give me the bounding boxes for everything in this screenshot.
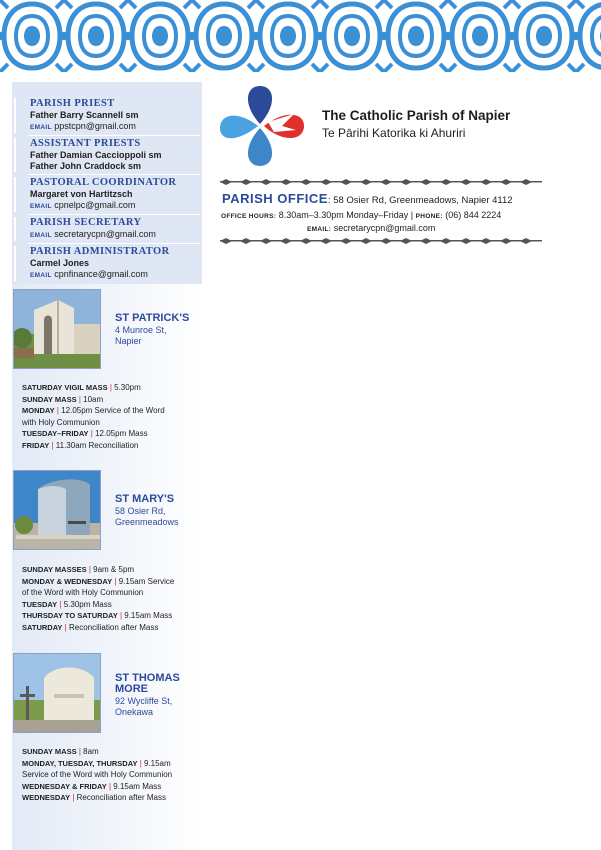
schedule-row: SUNDAY MASSES | 9am & 5pm <box>22 565 135 574</box>
koru-pattern-icon <box>0 0 601 72</box>
schedule-row: TUESDAY | 5.30pm Mass <box>22 599 112 609</box>
dove-cross-logo-icon <box>218 84 308 168</box>
schedule-row: WEDNESDAY & FRIDAY | 9.15am Mass <box>22 781 162 791</box>
parish-logo <box>218 84 308 168</box>
parish-office-line <box>222 190 513 208</box>
decorative-pattern-band <box>0 0 601 72</box>
st-marys-church-photo <box>13 470 101 550</box>
staff-name: Father John Craddock sm <box>30 161 142 171</box>
role-heading: PARISH PRIEST <box>30 98 115 109</box>
st-thomas-more-church-photo <box>13 653 101 733</box>
schedule-row: MONDAY & WEDNESDAY | 9.15am Service <box>22 576 175 586</box>
staff-pastoral-coordinator <box>14 177 200 212</box>
office-heading: PARISH OFFICE <box>222 191 328 206</box>
schedule-row: of the Word with Holy Communion <box>22 588 144 597</box>
schedule-row: Service of the Word with Holy Communion <box>22 770 173 779</box>
staff-parish-administrator <box>14 246 200 281</box>
role-heading: PARISH SECRETARY <box>30 217 142 228</box>
staff-name: Carmel Jones <box>30 258 90 268</box>
staff-parish-priest <box>14 98 200 133</box>
decorative-rule-top <box>220 179 542 185</box>
decorative-rule-bottom <box>220 238 542 244</box>
staff-name: Margaret von Hartitzsch <box>30 189 133 199</box>
staff-email: EMAIL cpnfinance@gmail.com <box>30 269 148 279</box>
church-name-st-marys: ST MARY'S 58 Osier Rd, Greenmeadows <box>115 493 179 527</box>
role-heading: PARISH ADMINISTRATOR <box>30 246 170 257</box>
office-hours-line: OFFICE HOURS: 8.30am–3.30pm Monday–Friday | PHONE: (06) 844 2224 <box>221 210 502 220</box>
staff-parish-secretary <box>14 217 200 241</box>
staff-email: EMAIL ppstcpn@gmail.com <box>30 121 136 131</box>
schedule-row: SATURDAY VIGIL MASS | 5.30pm <box>22 383 141 392</box>
church-name-st-patricks: ST PATRICK'S 4 Munroe St, Napier <box>115 312 190 346</box>
schedule-row: SATURDAY | Reconciliation after Mass <box>22 622 159 632</box>
org-subtitle: Te Pārihi Katorika ki Ahuriri <box>322 126 466 140</box>
role-heading: ASSISTANT PRIESTS <box>30 138 141 149</box>
schedule-row: TUESDAY–FRIDAY | 12.05pm Mass <box>22 429 148 438</box>
church-name-st-thomas-more: ST THOMAS MORE 92 Wycliffe St, Onekawa <box>115 672 180 717</box>
schedule-row: MONDAY, TUESDAY, THURSDAY | 9.15am <box>22 758 171 768</box>
staff-list <box>14 98 200 281</box>
schedule-row: MONDAY | 12.05pm Service of the Word <box>22 406 165 415</box>
schedule-row: FRIDAY | 11.30am Reconciliation <box>22 440 139 450</box>
st-patricks-church-photo <box>13 289 101 369</box>
schedule-row: SUNDAY MASS | 8am <box>22 747 99 756</box>
role-heading: PASTORAL COORDINATOR <box>30 177 177 188</box>
schedule-row: with Holy Communion <box>22 417 100 427</box>
office-email[interactable]: secretarycpn@gmail.com <box>331 223 436 233</box>
staff-name: Father Barry Scannell sm <box>30 110 139 120</box>
st-patricks-schedule <box>22 382 200 451</box>
schedule-row: WEDNESDAY | Reconciliation after Mass <box>22 793 166 802</box>
st-marys-schedule <box>22 564 200 633</box>
schedule-row: THURSDAY TO SATURDAY | 9.15am Mass <box>22 611 173 620</box>
schedule-row: SUNDAY MASS | 10am <box>22 394 104 404</box>
staff-name: Father Damian Caccioppoli sm <box>30 150 162 160</box>
office-address: : 58 Osier Rd, Greenmeadows, Napier 4112 <box>327 195 513 206</box>
staff-email: EMAIL cpnelpc@gmail.com <box>30 200 136 210</box>
staff-assistant-priests <box>14 138 200 172</box>
staff-email: EMAIL secretarycpn@gmail.com <box>30 229 156 239</box>
org-title: The Catholic Parish of Napier <box>322 108 511 123</box>
st-thomas-more-schedule <box>22 746 200 804</box>
